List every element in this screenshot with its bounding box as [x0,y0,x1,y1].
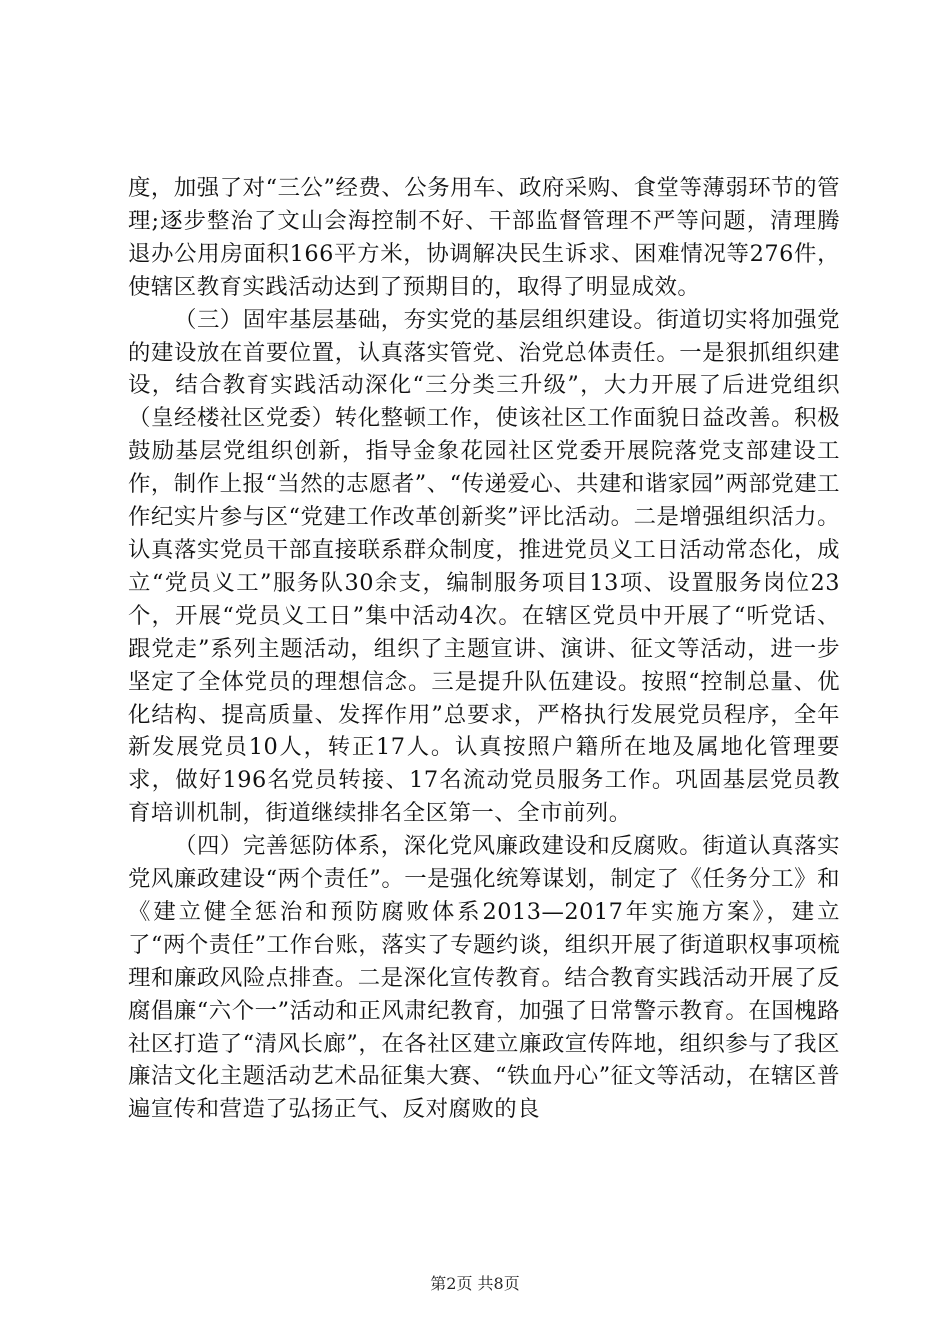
document-body [128,172,840,1126]
paragraph-continuation: 度，加强了对“三公”经费、公务用车、政府采购、食堂等薄弱环节的管理;逐步整治了文山会海控制不好、干部监督管理不严等问题，清理腾退办公用房面积166平方米，协调解决民生诉求、困难情况等276件，使辖区教育实践活动达到了预期目的，取得了明显成效。 [128,175,840,300]
paragraph-section-three: （三）固牢基层基础，夯实党的基层组织建设。街道切实将加强党的建设放在首要位置，认真落实管党、治党总体责任。一是狠抓组织建设，结合教育实践活动深化“三分类三升级”，大力开展了后进党组织（皇经楼社区党委）转化整顿工作，使该社区工作面貌日益改善。积极鼓励基层党组织创新，指导金象花园社区党委开展院落党支部建设工作，制作上报“当然的志愿者”、“传递爱心、共建和谐家园”两部党建工作纪实片参与区“党建工作改革创新奖”评比活动。二是增强组织活力。认真落实党员干部直接联系群众制度，推进党员义工日活动常态化，成立“党员义工”服务队30余支，编制服务项目13项、设置服务岗位23个，开展“党员义工日”集中活动4次。在辖区党员中开展了“听党话、跟党走”系列主题活动，组织了主题宣讲、演讲、征文等活动，进一步坚定了全体党员的理想信念。三是提升队伍建设。按照“控制总量、优化结构、提高质量、发挥作用”总要求，严格执行发展党员程序，全年新发展党员10人，转正17人。认真按照户籍所在地及属地化管理要求，做好196名党员转接、17名流动党员服务工作。巩固基层党员教育培训机制，街道继续排名全区第一、全市前列。 [128,306,840,827]
page-number-footer: 第2页 共8页 [430,1274,520,1293]
paragraph-section-four: （四）完善惩防体系，深化党风廉政建设和反腐败。街道认真落实党风廉政建设“两个责任”。一是强化统筹谋划，制定了《任务分工》和《建立健全惩治和预防腐败体系2013—2017年实施方案》，建立了“两个责任”工作台账，落实了专题约谈，组织开展了街道职权事项梳理和廉政风险点排查。二是深化宣传教育。结合教育实践活动开展了反腐倡廉“六个一”活动和正风肃纪教育，加强了日常警示教育。在国槐路社区打造了“清风长廊”，在各社区建立廉政宣传阵地，组织参与了我区廉洁文化主题活动艺术品征集大赛、“铁血丹心”征文等活动，在辖区普遍宣传和营造了弘扬正气、反对腐败的良 [128,833,840,1123]
